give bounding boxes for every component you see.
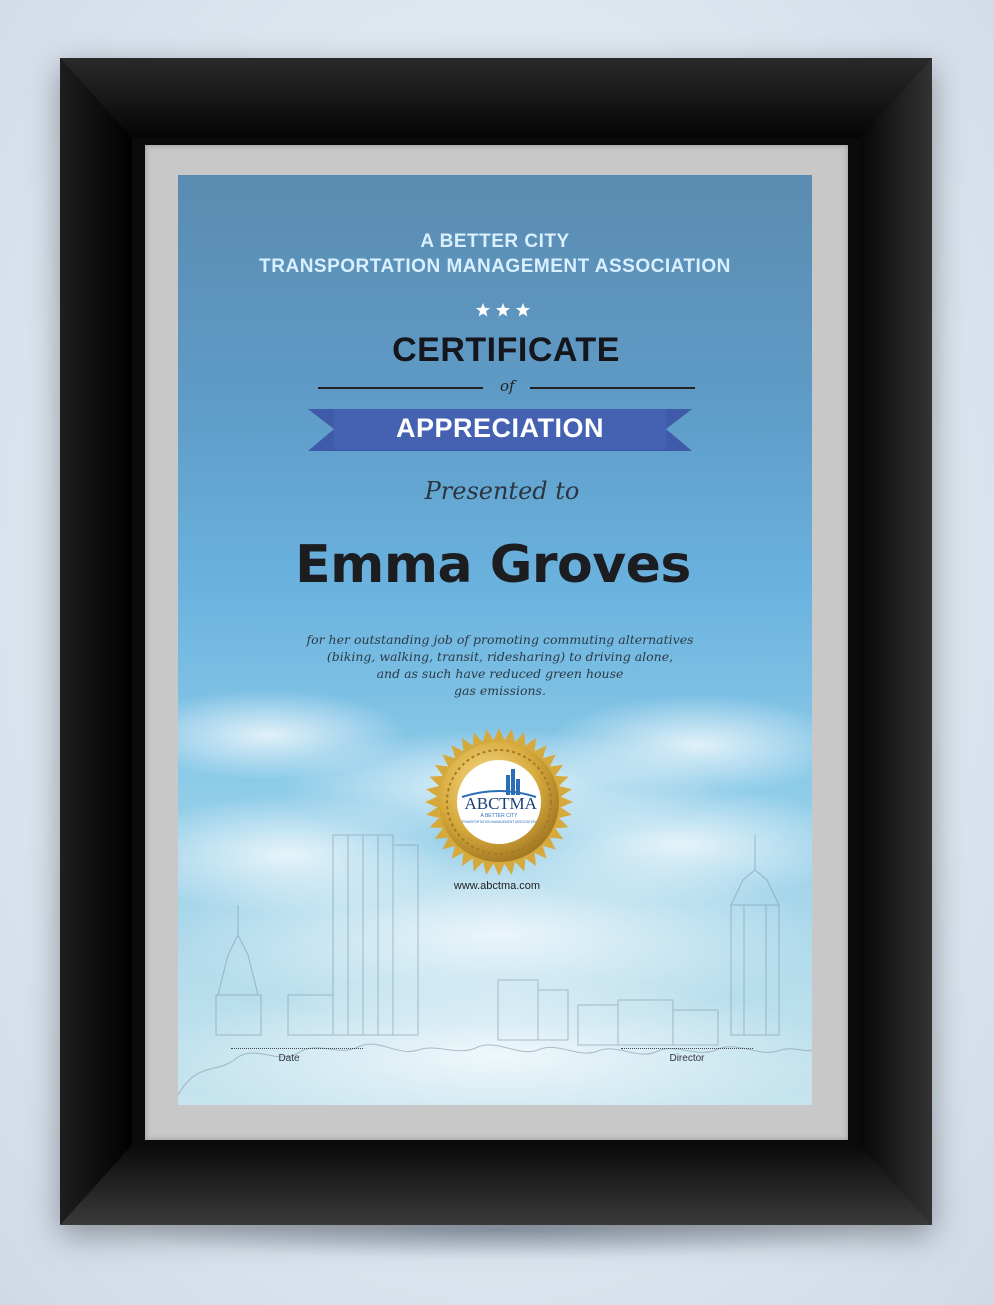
description-line: (biking, walking, transit, ridesharing) to driving alone, xyxy=(326,649,674,664)
website-link[interactable]: www.abctma.com xyxy=(453,880,541,892)
gold-seal xyxy=(424,727,574,877)
presented-to-label: Presented to xyxy=(424,477,580,505)
three-star-icon xyxy=(476,303,530,317)
description-line: gas emissions. xyxy=(454,683,546,698)
director-label: Director xyxy=(669,1053,705,1064)
title-rule-left xyxy=(318,387,483,389)
title-connector: of xyxy=(500,377,515,395)
seal-logo-left: ABC xyxy=(464,794,500,813)
title-rule-right xyxy=(530,387,695,389)
organization-name-line2: TRANSPORTATION MANAGEMENT ASSOCIATION xyxy=(259,256,731,277)
seal-logo-right: TMA xyxy=(499,794,537,813)
certificate-title: CERTIFICATE xyxy=(392,331,620,369)
certificate-description xyxy=(218,631,782,699)
certificate-paper xyxy=(178,175,812,1105)
recipient-name: Emma Groves xyxy=(295,535,691,595)
director-signature-line xyxy=(621,1048,753,1049)
date-label: Date xyxy=(278,1053,300,1064)
date-signature-line xyxy=(231,1048,363,1049)
seal-logo-subcaption: TRANSPORTATION MANAGEMENT ASSOCIATION xyxy=(461,820,537,824)
description-line: and as such have reduced green house xyxy=(376,666,624,681)
organization-name-line1: A BETTER CITY xyxy=(420,231,570,252)
certificate-subtitle: APPRECIATION xyxy=(395,413,604,443)
seal-logo-caption: A BETTER CITY xyxy=(480,813,518,819)
description-line: for her outstanding job of promoting commuting alternatives xyxy=(306,632,694,647)
